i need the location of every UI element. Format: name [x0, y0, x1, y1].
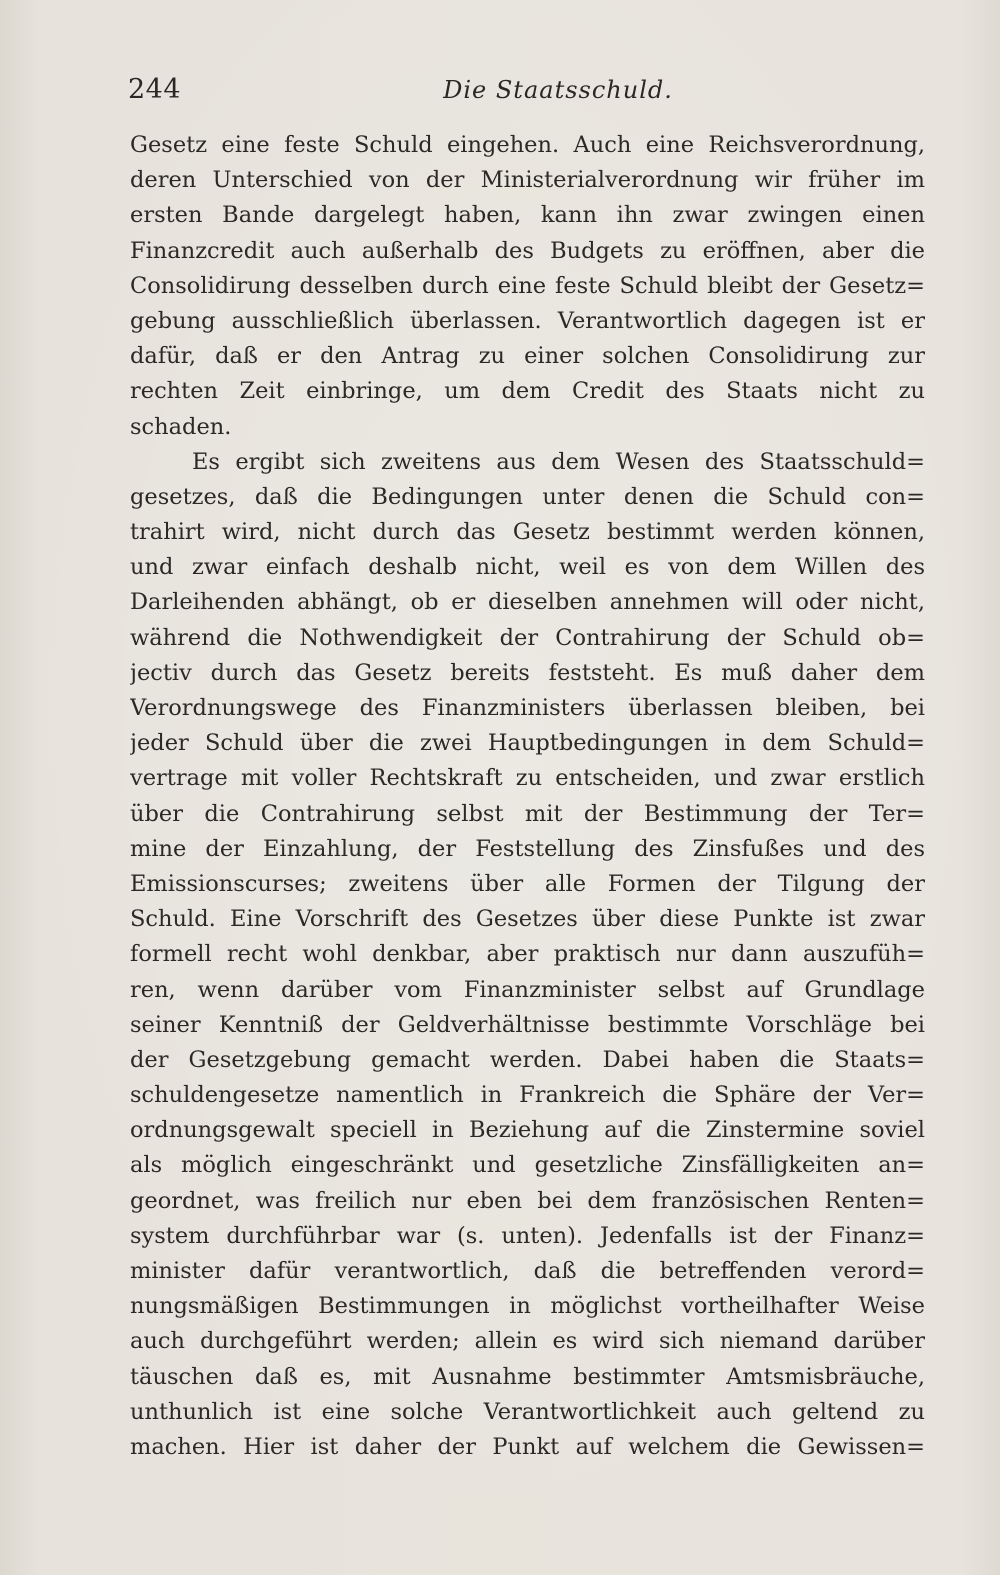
text-line: und zwar einfach deshalb nicht, weil es von dem Willen des [130, 554, 925, 581]
text-line: gebung ausschließlich überlassen. Verantwortlich dagegen ist er [130, 307, 925, 334]
text-line: täuschen daß es, mit Ausnahme bestimmter Amtsmisbräuche, [130, 1363, 925, 1390]
text-line: Verordnungswege des Finanzministers überlassen bleiben, bei [130, 695, 925, 721]
text-line: Consolidirung desselben durch eine feste Schuld bleibt der Gesetz= [130, 272, 925, 299]
text-line: gesetzes, daß die Bedingungen unter denen die Schuld con= [130, 483, 925, 510]
text-line: Es ergibt sich zweitens aus dem Wesen des Staatsschuld= [192, 448, 925, 475]
text-line: dafür, daß er den Antrag zu einer solchen Consolidirung zur [130, 343, 925, 370]
page-number: 244 [128, 74, 182, 105]
text-line: geordnet, was freilich nur eben bei dem französischen Renten= [130, 1187, 925, 1214]
text-line: als möglich eingeschränkt und gesetzliche Zinsfälligkeiten an= [130, 1152, 925, 1179]
text-line: vertrage mit voller Rechtskraft zu entscheiden, und zwar erstlich [130, 765, 925, 792]
text-line: während die Nothwendigkeit der Contrahirung der Schuld ob= [130, 624, 925, 651]
text-line: Schuld. Eine Vorschrift des Gesetzes über diese Punkte ist zwar [130, 906, 925, 933]
text-line: der Gesetzgebung gemacht werden. Dabei haben die Staats= [130, 1046, 925, 1073]
text-line: ren, wenn darüber vom Finanzminister selbst auf Grundlage [130, 976, 925, 1003]
text-line: auch durchgeführt werden; allein es wird sich niemand darüber [130, 1328, 925, 1355]
page-header [128, 66, 924, 114]
text-line: system durchführbar war (s. unten). Jedenfalls ist der Finanz= [130, 1222, 925, 1249]
text-line: formell recht wohl denkbar, aber praktisch nur dann auszufüh= [130, 941, 925, 968]
text-line: seiner Kenntniß der Geldverhältnisse bestimmte Vorschläge bei [130, 1011, 925, 1038]
text-line: rechten Zeit einbringe, um dem Credit des Staats nicht zu [130, 378, 925, 405]
text-line: jeder Schuld über die zwei Hauptbedingungen in dem Schuld= [130, 730, 925, 757]
text-line: Emissionscurses; zweitens über alle Formen der Tilgung der [130, 870, 925, 897]
text-line: Gesetz eine feste Schuld eingehen. Auch eine Reichsverordnung, [130, 132, 925, 158]
text-line: Finanzcredit auch außerhalb des Budgets zu eröffnen, aber die [130, 237, 925, 264]
text-line: minister dafür verantwortlich, daß die betreffenden verord= [130, 1258, 925, 1284]
text-line: mine der Einzahlung, der Feststellung des Zinsfußes und des [130, 835, 925, 862]
text-line: deren Unterschied von der Ministerialverordnung wir früher im [130, 167, 925, 194]
text-line: nungsmäßigen Bestimmungen in möglichst vortheilhafter Weise [130, 1293, 925, 1320]
text-line: jectiv durch das Gesetz bereits feststeht. Es muß daher dem [130, 659, 925, 686]
text-line: über die Contrahirung selbst mit der Bestimmung der Ter= [130, 800, 925, 827]
text-line: machen. Hier ist daher der Punkt auf welchem die Gewissen= [130, 1433, 925, 1460]
body-text [130, 128, 925, 1465]
running-title: Die Staatsschuld. [443, 76, 673, 104]
text-line: trahirt wird, nicht durch das Gesetz bestimmt werden können, [130, 519, 925, 546]
text-line: ordnungsgewalt speciell in Beziehung auf die Zinstermine soviel [130, 1117, 925, 1144]
text-line: Darleihenden abhängt, ob er dieselben annehmen will oder nicht, [130, 589, 925, 616]
text-line: ersten Bande dargelegt haben, kann ihn zwar zwingen einen [130, 202, 925, 229]
text-line: schuldengesetze namentlich in Frankreich die Sphäre der Ver= [130, 1082, 925, 1109]
text-line: unthunlich ist eine solche Verantwortlichkeit auch geltend zu [130, 1398, 925, 1425]
text-line: schaden. [130, 413, 232, 440]
